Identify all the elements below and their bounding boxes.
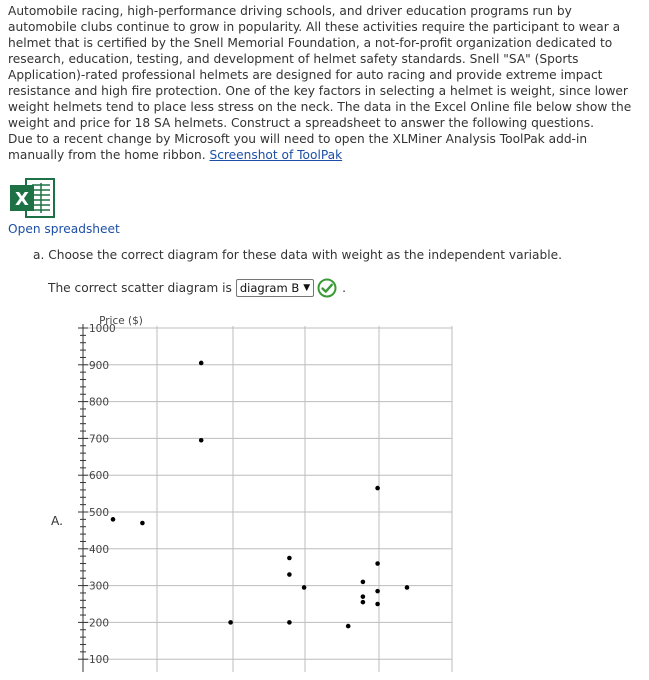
toolpak-notice-text: Due to a recent change by Microsoft you will need to open the XLMiner Analysis ToolPak add-in manually from the home ribbon. bbox=[8, 132, 588, 162]
y-tick-label: 900 bbox=[89, 359, 110, 372]
data-point bbox=[375, 589, 380, 594]
y-tick-label: 300 bbox=[89, 580, 110, 593]
chevron-down-icon: ▼ bbox=[303, 283, 311, 293]
data-point bbox=[199, 438, 204, 443]
y-tick-label: 500 bbox=[89, 507, 110, 519]
y-tick-label: 600 bbox=[89, 470, 110, 483]
y-tick-label: 400 bbox=[89, 543, 110, 556]
data-point bbox=[199, 361, 204, 366]
answer-prefix: The correct scatter diagram is bbox=[48, 281, 232, 295]
data-points bbox=[111, 361, 410, 629]
y-tick-labels bbox=[89, 323, 116, 666]
data-point bbox=[111, 517, 116, 522]
data-point bbox=[346, 624, 351, 629]
question-text: a. Choose the correct diagram for these data with weight as the independent variable. bbox=[33, 248, 562, 262]
data-point bbox=[375, 561, 380, 566]
data-point bbox=[405, 585, 410, 590]
answer-suffix: . bbox=[342, 281, 347, 295]
y-tick-label: 200 bbox=[89, 617, 110, 630]
y-axis-label: Price ($) bbox=[99, 315, 143, 327]
data-point bbox=[361, 594, 366, 599]
diagram-select-value: diagram B bbox=[239, 281, 300, 295]
data-point bbox=[361, 600, 366, 605]
data-point bbox=[375, 486, 380, 491]
data-point bbox=[361, 580, 366, 585]
excel-icon-letter: X bbox=[15, 189, 29, 210]
data-point bbox=[228, 620, 233, 625]
y-tick-label: 100 bbox=[89, 654, 110, 667]
y-tick-label: 1000 bbox=[89, 323, 116, 335]
diagram-option-label: A. bbox=[51, 514, 63, 528]
y-axis bbox=[78, 324, 88, 672]
data-point bbox=[375, 602, 380, 607]
data-point bbox=[140, 521, 145, 526]
chart-grid bbox=[83, 326, 452, 672]
data-point bbox=[287, 572, 292, 577]
data-point bbox=[302, 585, 307, 590]
data-point bbox=[287, 556, 292, 561]
intro-paragraph: Automobile racing, high-performance driving schools, and driver education programs run by automobile clubs continue to grow in popularity. All these activities require the participant to wear a helmet that is certified by the Snell Memorial Foundation, a not-for-profit organization dedicated to research, education, testing, and development of helmet safety standards. Snell "SA" (Sports Application)-rated professional helmets are designed for auto racing and provide extreme impact resistance and high fire protection. One of the key factors in selecting a helmet is weight, since lower weight helmets tend to place less stress on the neck. The data in the Excel Online file below show the weight and price for 18 SA helmets. Construct a spreadsheet to answer the following questions. bbox=[8, 4, 632, 130]
data-point bbox=[287, 620, 292, 625]
y-tick-label: 700 bbox=[89, 433, 110, 446]
open-spreadsheet-link[interactable]: Open spreadsheet bbox=[8, 222, 120, 236]
toolpak-screenshot-link[interactable]: Screenshot of ToolPak bbox=[209, 148, 343, 162]
y-tick-label: 800 bbox=[89, 396, 110, 409]
